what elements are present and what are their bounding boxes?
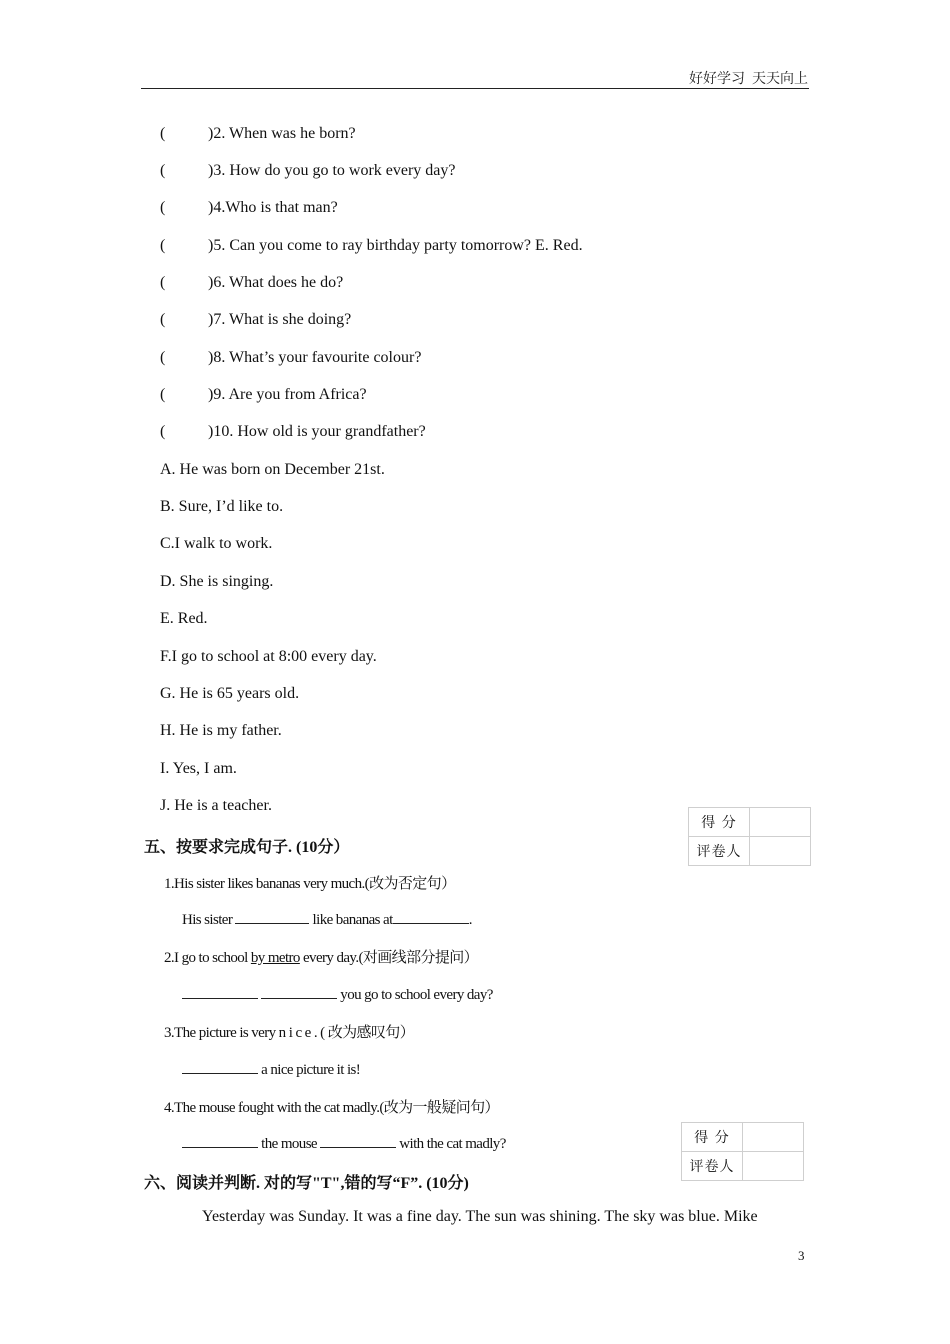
answer-option: J. He is a teacher.	[160, 797, 272, 814]
answer-blank[interactable]	[261, 984, 337, 999]
answer-blank[interactable]	[393, 909, 469, 924]
answer-option: A. He was born on December 21st.	[160, 461, 385, 478]
underlined-phrase: by metro	[250, 950, 300, 966]
question-item	[160, 162, 456, 180]
answer-paren[interactable]: (	[160, 311, 166, 328]
question-text: )9. Are you from Africa?	[208, 386, 367, 403]
section-5-prompt-3: 3.The picture is very n i c e . ( 改为感叹句）	[164, 1025, 415, 1041]
section-5-prompt-2: 2.I go to school by metro every day.(对画线部分提问）	[164, 950, 479, 966]
section-5-answer-1: His sister like bananas at .	[182, 909, 472, 929]
page-header-text: 好好学习 天天向上	[689, 72, 808, 87]
question-item	[160, 386, 367, 404]
grader-field[interactable]	[743, 1152, 804, 1181]
section-6-title: 六、阅读并判断. 对的写"T",错的写“F”. (10分)	[144, 1175, 469, 1192]
score-box	[688, 807, 811, 866]
question-text: )3. How do you go to work every day?	[208, 162, 456, 179]
section-5-prompt-4: 4.The mouse fought with the cat madly.(改为一般疑问句）	[164, 1100, 499, 1116]
question-text: )6. What does he do?	[208, 274, 344, 291]
score-label: 得 分	[689, 808, 750, 837]
answer-paren[interactable]: (	[160, 237, 166, 254]
score-field[interactable]	[750, 808, 811, 837]
question-text: )10. How old is your grandfather?	[208, 423, 426, 440]
reading-passage: Yesterday was Sunday. It was a fine day. The sun was shining. The sky was blue. Mike	[202, 1208, 758, 1225]
question-text: )4.Who is that man?	[208, 199, 338, 216]
section-5-title: 五、按要求完成句子. (10分）	[144, 839, 350, 856]
answer-option: B. Sure, I’d like to.	[160, 498, 284, 515]
score-field[interactable]	[743, 1123, 804, 1152]
answer-option: G. He is 65 years old.	[160, 685, 300, 702]
question-text: )8. What’s your favourite colour?	[208, 349, 422, 366]
question-item	[160, 311, 351, 329]
answer-option: C.I walk to work.	[160, 535, 273, 552]
answer-paren[interactable]: (	[160, 125, 166, 142]
section-5-answer-4: the mouse with the cat madly?	[182, 1133, 506, 1153]
answer-option: H. He is my father.	[160, 722, 282, 739]
score-label: 得 分	[682, 1123, 743, 1152]
section-5-prompt-1: 1.His sister likes bananas very much.(改为否定句）	[164, 876, 456, 892]
header-divider	[141, 88, 809, 89]
question-text: )7. What is she doing?	[208, 311, 352, 328]
answer-paren[interactable]: (	[160, 162, 166, 179]
section-5-answer-3: a nice picture it is!	[182, 1059, 360, 1079]
answer-paren[interactable]: (	[160, 386, 166, 403]
answer-blank[interactable]	[182, 1059, 258, 1074]
answer-blank[interactable]	[182, 984, 258, 999]
question-text: )5. Can you come to ray birthday party tomorrow? E. Red.	[208, 237, 583, 254]
answer-option: D. She is singing.	[160, 573, 274, 590]
answer-blank[interactable]	[320, 1133, 396, 1148]
score-box	[681, 1122, 804, 1181]
question-item	[160, 125, 356, 143]
answer-paren[interactable]: (	[160, 274, 166, 291]
question-item	[160, 199, 338, 217]
page-number: 3	[798, 1248, 805, 1263]
answer-blank[interactable]	[235, 909, 309, 924]
answer-option: I. Yes, I am.	[160, 760, 237, 777]
answer-option: E. Red.	[160, 610, 208, 627]
question-item	[160, 349, 421, 367]
grader-field[interactable]	[750, 837, 811, 866]
question-item	[160, 423, 426, 441]
section-5-answer-2: you go to school every day?	[182, 984, 493, 1004]
answer-option: F.I go to school at 8:00 every day.	[160, 648, 377, 665]
answer-blank[interactable]	[182, 1133, 258, 1148]
question-item	[160, 237, 583, 255]
grader-label: 评卷人	[689, 837, 750, 866]
question-item	[160, 274, 343, 292]
question-text: )2. When was he born?	[208, 125, 356, 142]
answer-paren[interactable]: (	[160, 349, 166, 366]
answer-paren[interactable]: (	[160, 423, 166, 440]
answer-paren[interactable]: (	[160, 199, 166, 216]
grader-label: 评卷人	[682, 1152, 743, 1181]
